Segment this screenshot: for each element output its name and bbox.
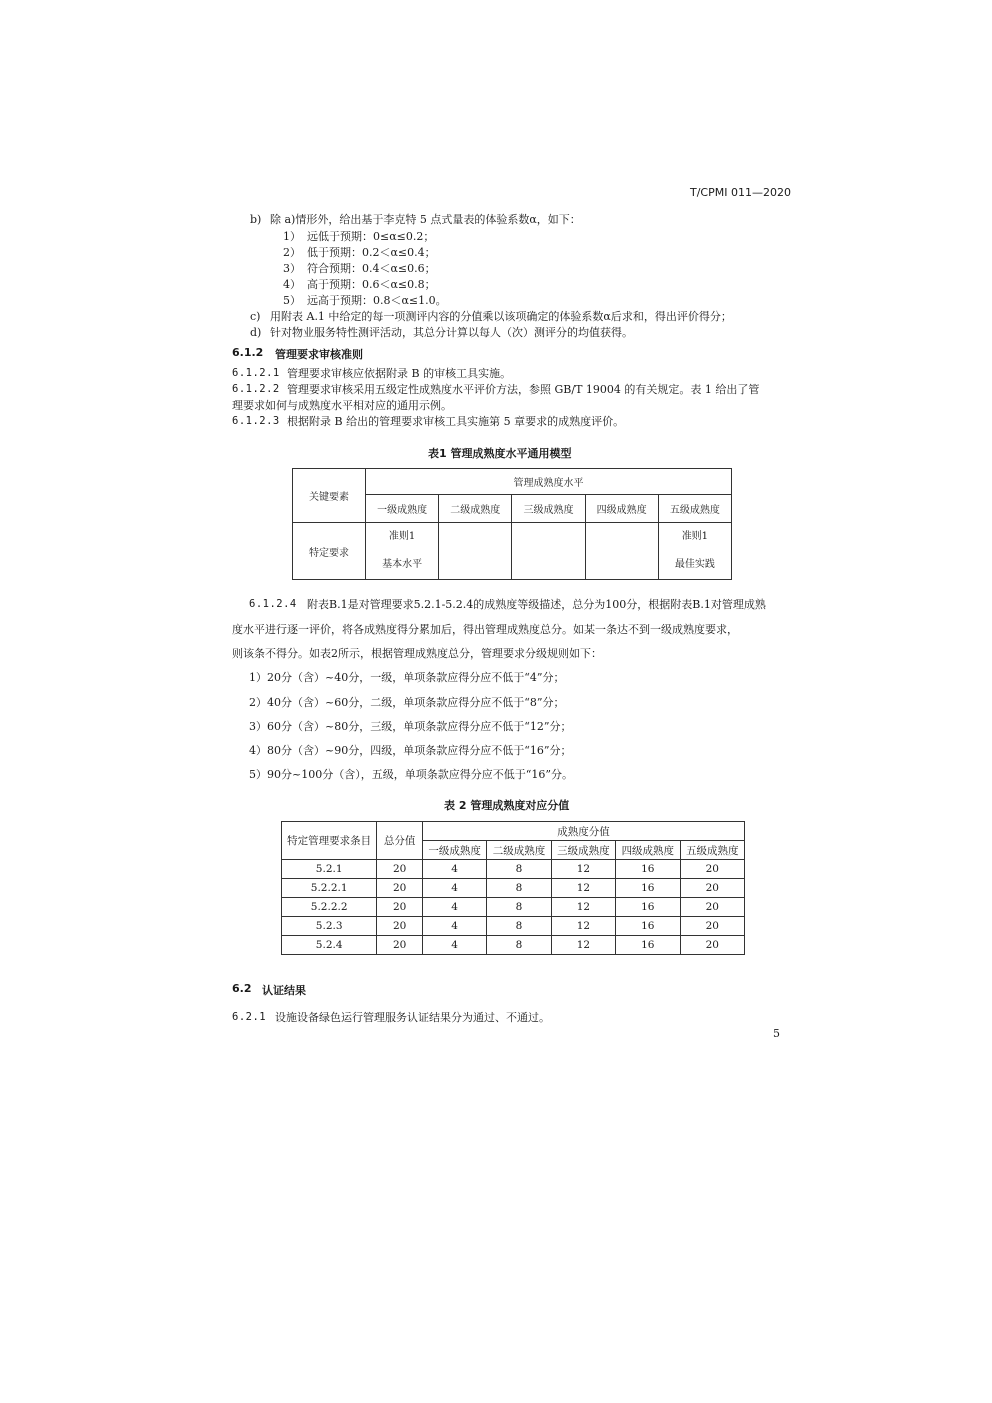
table-cell: 4 [422, 936, 486, 955]
table-cell: 12 [551, 936, 615, 955]
clause-number: 6.2.1 [232, 1011, 267, 1023]
rule-item: 1）20分（含）~40分，一级，单项条款应得分应不低于“4”分； [249, 671, 565, 684]
table2-group-header: 成熟度分值 [422, 822, 744, 841]
table-cell: 5.2.3 [282, 917, 377, 936]
table-row [282, 917, 745, 936]
list-item-label: 5） [283, 294, 301, 307]
table-cell: 20 [680, 860, 744, 879]
cell-bottom-text: 基本水平 [382, 559, 423, 570]
table-cell: 4 [422, 879, 486, 898]
item-c-text: 用附表 A.1 中给定的每一项测评内容的分值乘以该项确定的体验系数α后求和，得出评价得分； [270, 310, 732, 323]
clause-number: 6.1.2.4 [249, 598, 297, 610]
table1-row-label: 特定要求 [293, 523, 366, 580]
clause-text: 理要求如何与成熟度水平相对应的通用示例。 [232, 399, 452, 412]
list-item-label: 1） [283, 230, 301, 243]
list-b-text: 除 a)情形外，给出基于李克特 5 点式量表的体验系数α，如下： [270, 213, 581, 226]
table-cell: 20 [377, 879, 423, 898]
table1-cell-level2 [439, 523, 512, 580]
table-row [282, 879, 745, 898]
section-heading-title: 认证结果 [262, 984, 306, 997]
table1-cell-level4 [585, 523, 658, 580]
section-heading-number: 6.2 [232, 982, 252, 995]
rule-item: 5）90分~100分（含），五级，单项条款应得分应不低于“16”分。 [249, 768, 573, 781]
section-heading-number: 6.1.2 [232, 346, 264, 359]
table-cell: 8 [487, 917, 551, 936]
table-cell: 4 [422, 860, 486, 879]
list-item-label: 4） [283, 278, 301, 291]
cell-top-text: 准则1 [681, 531, 709, 542]
table-cell: 16 [616, 860, 680, 879]
clause-text: 则该条不得分。如表2所示，根据管理成熟度总分，管理要求分级规则如下： [232, 647, 602, 660]
table1-group-header: 管理成熟度水平 [366, 469, 732, 495]
cell-top-text: 准则1 [388, 531, 416, 542]
list-item-label: 3） [283, 262, 301, 275]
table-cell: 8 [487, 879, 551, 898]
page-number: 5 [773, 1027, 780, 1040]
table2-level-header: 二级成熟度 [487, 841, 551, 860]
table-cell: 8 [487, 936, 551, 955]
table-cell: 5.2.2.2 [282, 898, 377, 917]
table1-key-header: 关键要素 [293, 469, 366, 523]
list-item-text: 远低于预期：0≤α≤0.2； [307, 230, 435, 243]
table1-level-header: 四级成熟度 [585, 495, 658, 523]
table-cell: 20 [377, 860, 423, 879]
list-item-label: 2） [283, 246, 301, 259]
item-d-text: 针对物业服务特性测评活动，其总分计算以每人（次）测评分的均值获得。 [270, 326, 633, 339]
table2-level-header: 三级成熟度 [551, 841, 615, 860]
list-b-label: b) [250, 213, 262, 226]
table-cell: 12 [551, 879, 615, 898]
table-cell: 16 [616, 917, 680, 936]
clause-text: 根据附录 B 给出的管理要求审核工具实施第 5 章要求的成熟度评价。 [287, 415, 625, 428]
item-c-label: c) [250, 310, 261, 323]
section-heading-title: 管理要求审核准则 [275, 348, 363, 361]
clause-text: 管理要求审核应依据附录 B 的审核工具实施。 [287, 367, 512, 380]
table-cell: 20 [377, 936, 423, 955]
table-cell: 5.2.4 [282, 936, 377, 955]
table-row [282, 936, 745, 955]
table-cell: 16 [616, 936, 680, 955]
rule-item: 2）40分（含）~60分，二级，单项条款应得分应不低于“8”分； [249, 696, 565, 709]
table-cell: 20 [680, 936, 744, 955]
rule-item: 3）60分（含）~80分，三级，单项条款应得分应不低于“12”分； [249, 720, 572, 733]
table1-cell-level3 [512, 523, 585, 580]
list-item-text: 符合预期：0.4＜α≤0.6； [307, 262, 436, 275]
table-cell: 20 [377, 917, 423, 936]
table1-level-header: 三级成熟度 [512, 495, 585, 523]
item-d-label: d) [250, 326, 262, 339]
clause-number: 6.1.2.1 [232, 367, 280, 379]
table-cell: 5.2.1 [282, 860, 377, 879]
table-cell: 4 [422, 917, 486, 936]
doc-code: T/CPMI 011—2020 [690, 186, 791, 199]
table-cell: 20 [680, 917, 744, 936]
clause-number: 6.1.2.3 [232, 415, 280, 427]
table-cell: 12 [551, 917, 615, 936]
clause-text: 度水平进行逐一评价，将各成熟度得分累加后，得出管理成熟度总分。如某一条达不到一级成熟度要求， [232, 623, 738, 636]
table-cell: 5.2.2.1 [282, 879, 377, 898]
table-cell: 16 [616, 879, 680, 898]
table-cell: 16 [616, 898, 680, 917]
clause-text: 管理要求审核采用五级定性成熟度水平评价方法，参照 GB/T 19004 的有关规定。表 1 给出了管 [287, 383, 760, 396]
table2-level-header: 五级成熟度 [680, 841, 744, 860]
table1 [292, 468, 732, 580]
cell-bottom-text: 最佳实践 [674, 559, 715, 570]
table-cell: 8 [487, 898, 551, 917]
table2-level-header: 一级成熟度 [422, 841, 486, 860]
table-cell: 4 [422, 898, 486, 917]
list-item-text: 低于预期：0.2＜α≤0.4； [307, 246, 436, 259]
list-item-text: 高于预期：0.6＜α≤0.8； [307, 278, 436, 291]
table1-cell-level1 [366, 523, 439, 580]
table1-cell-level5 [658, 523, 731, 580]
table-cell: 20 [680, 898, 744, 917]
list-item-text: 远高于预期：0.8＜α≤1.0。 [307, 294, 447, 307]
table-cell: 12 [551, 898, 615, 917]
table-cell: 8 [487, 860, 551, 879]
table-row [282, 860, 745, 879]
table2-caption: 表 2 管理成熟度对应分值 [444, 799, 570, 812]
table-cell: 20 [680, 879, 744, 898]
table-row [282, 898, 745, 917]
table2-level-header: 四级成熟度 [616, 841, 680, 860]
table2-item-header: 特定管理要求条目 [282, 822, 377, 860]
table-cell: 20 [377, 898, 423, 917]
clause-text: 附表B.1是对管理要求5.2.1-5.2.4的成熟度等级描述，总分为100分，根据附表B.1对管理成熟 [307, 598, 766, 611]
table1-level-header: 五级成熟度 [658, 495, 731, 523]
table1-caption: 表1 管理成熟度水平通用模型 [428, 447, 572, 460]
clause-number: 6.1.2.2 [232, 383, 280, 395]
table1-level-header: 二级成熟度 [439, 495, 512, 523]
rule-item: 4）80分（含）~90分，四级，单项条款应得分应不低于“16”分； [249, 744, 572, 757]
table2-total-header: 总分值 [377, 822, 423, 860]
table2 [281, 821, 745, 955]
table-cell: 12 [551, 860, 615, 879]
table1-level-header: 一级成熟度 [366, 495, 439, 523]
clause-text: 设施设备绿色运行管理服务认证结果分为通过、不通过。 [275, 1011, 550, 1024]
